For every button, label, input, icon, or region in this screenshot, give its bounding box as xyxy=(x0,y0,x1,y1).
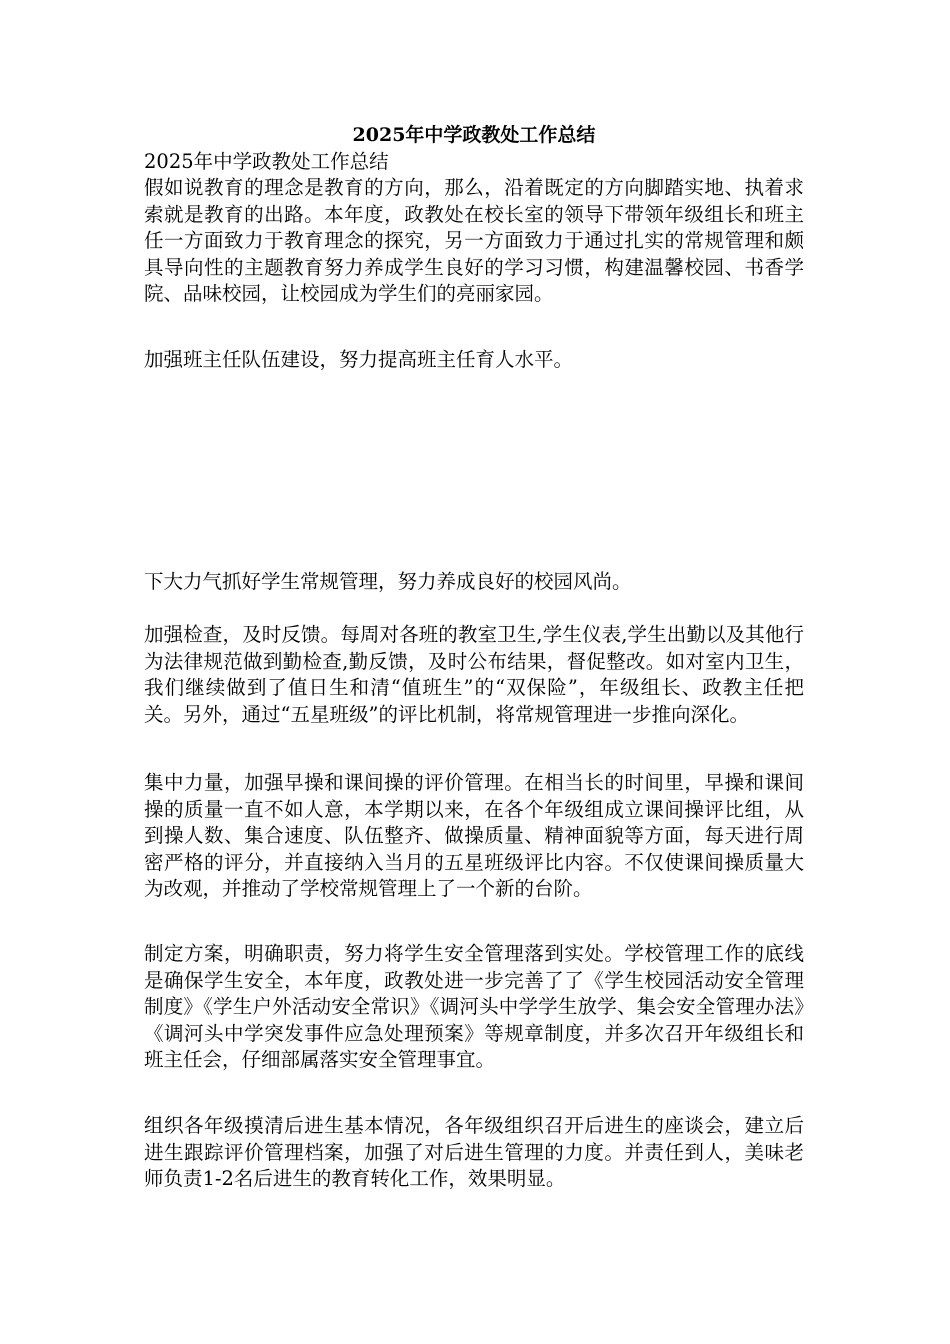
paragraph-safety: 制定方案，明确职责，努力将学生安全管理落到实处。学校管理工作的底线是确保学生安全，本年度，政教处进一步完善了了《学生校园活动安全管理制度》《学生户外活动安全常识》《调河头中学学生放学、集会安全管理办法》《调河头中学突发事件应急处理预案》等规章制度，并多次召开年级组长和班主任会，仔细部属落实安全管理事宜。 xyxy=(144,942,804,1071)
document-subtitle: 2025年中学政教处工作总结 xyxy=(144,150,389,173)
paragraph-heading-teachers: 加强班主任队伍建设，努力提高班主任育人水平。 xyxy=(144,348,574,371)
paragraph-intro: 假如说教育的理念是教育的方向，那么，沿着既定的方向脚踏实地、执着求索就是教育的出路。本年度，政教处在校长室的领导下带领年级组长和班主任一方面致力于教育理念的探究，另一方面致力于通过扎实的常规管理和颇具导向性的主题教育努力养成学生良好的学习习惯，构建温馨校园、书香学院、品味校园，让校园成为学生们的亮丽家园。 xyxy=(144,176,804,305)
paragraph-exercises: 集中力量，加强早操和课间操的评价管理。在相当长的时间里，早操和课间操的质量一直不如人意，本学期以来，在各个年级组成立课间操评比组，从到操人数、集合速度、队伍整齐、做操质量、精神面貌等方面，每天进行周密严格的评分，并直接纳入当月的五星班级评比内容。不仅使课间操质量大为改观，并推动了学校常规管理上了一个新的台阶。 xyxy=(144,771,804,900)
paragraph-inspection: 加强检查，及时反馈。每周对各班的教室卫生,学生仪表,学生出勤以及其他行为法律规范做到勤检查,勤反馈，及时公布结果，督促整改。如对室内卫生，我们继续做到了值日生和清“值班生”的“双保险”，年级组长、政教主任把关。另外，通过“五星班级”的评比机制，将常规管理进一步推向深化。 xyxy=(144,623,804,726)
paragraph-heading-routine: 下大力气抓好学生常规管理，努力养成良好的校园风尚。 xyxy=(144,570,632,593)
document-title: 2025年中学政教处工作总结 xyxy=(352,124,596,146)
paragraph-underachievers: 组织各年级摸清后进生基本情况，各年级组织召开后进生的座谈会，建立后进生跟踪评价管理档案，加强了对后进生管理的力度。并责任到人，美味老师负责1-2名后进生的教育转化工作，效果明显。 xyxy=(144,1114,804,1190)
